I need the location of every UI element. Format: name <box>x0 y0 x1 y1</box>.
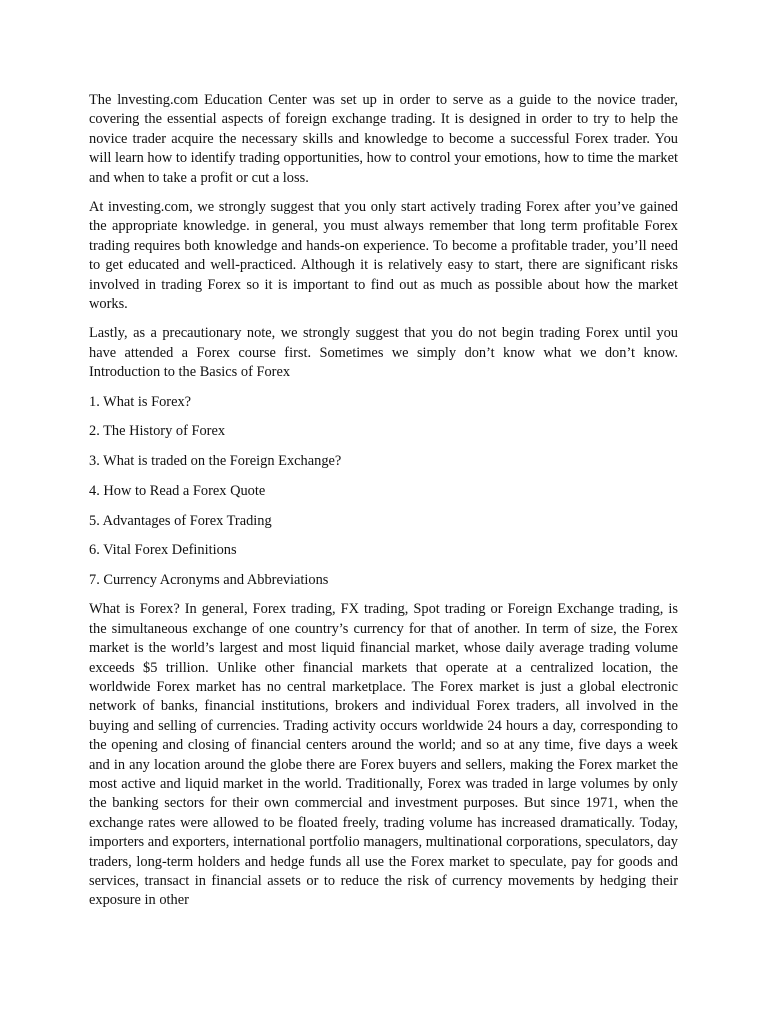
precaution-paragraph: Lastly, as a precautionary note, we strongly suggest that you do not begin trading Forex until you have attended a Forex course first. Sometimes we simply don’t know what we don’t know. Introduction to the Basics of Forex <box>89 325 678 381</box>
table-of-contents <box>89 393 678 591</box>
what-is-forex-paragraph: What is Forex? In general, Forex trading, FX trading, Spot trading or Foreign Exchange trading, is the simultaneous exchange of one country’s currency for that of another. In term of size, the Forex market is the world’s largest and most liquid financial market, whose daily average trading volume exceeds $5 trillion. Unlike other financial markets that operate at a centralized location, the worldwide Forex market has no central marketplace. The Forex market is just a global electronic network of banks, financial institutions, brokers and individual Forex traders, all involved in the buying and selling of currencies. Trading activity occurs worldwide 24 hours a day, corresponding to the opening and closing of financial centers around the world; and so at any time, five days a week and in any location around the globe there are Forex buyers and sellers, making the Forex market the most active and liquid market in the world. Traditionally, Forex was traded in large volumes by only the banking sectors for their own commercial and investment purposes. But since 1971, when the exchange rates were allowed to be floated freely, trading volume has increased dramatically. Today, importers and exporters, international portfolio managers, multinational corporations, speculators, day traders, long-term holders and hedge funds all use the Forex market to speculate, pay for goods and services, transact in financial assets or to reduce the risk of currency movements by hedging their exposure in other <box>89 601 678 909</box>
advice-paragraph: At investing.com, we strongly suggest that you only start actively trading Forex after you’ve gained the appropriate knowledge. in general, you must always remember that long term profitable Forex trading requires both knowledge and hands-on experience. To become a profitable trader, you’ll need to get educated and well-practiced. Although it is relatively easy to start, there are significant risks involved in trading Forex so it is important to find out as much as possible about how the market works. <box>89 199 678 313</box>
toc-item: 4. How to Read a Forex Quote <box>89 482 266 499</box>
toc-item: 1. What is Forex? <box>89 393 192 410</box>
toc-item: 7. Currency Acronyms and Abbreviations <box>89 571 329 588</box>
intro-paragraph: The lnvesting.com Education Center was set up in order to serve as a guide to the novice trader, covering the essential aspects of foreign exchange trading. It is designed in order to try to help the novice trader acquire the necessary skills and knowledge to become a successful Forex trader. You will learn how to identify trading opportunities, how to control your emotions, how to time the market and when to take a profit or cut a loss. <box>89 92 678 186</box>
toc-item: 3. What is traded on the Foreign Exchange? <box>89 453 342 470</box>
toc-item: 2. The History of Forex <box>89 423 226 440</box>
toc-item: 5. Advantages of Forex Trading <box>89 512 272 529</box>
toc-item: 6. Vital Forex Definitions <box>89 542 237 559</box>
